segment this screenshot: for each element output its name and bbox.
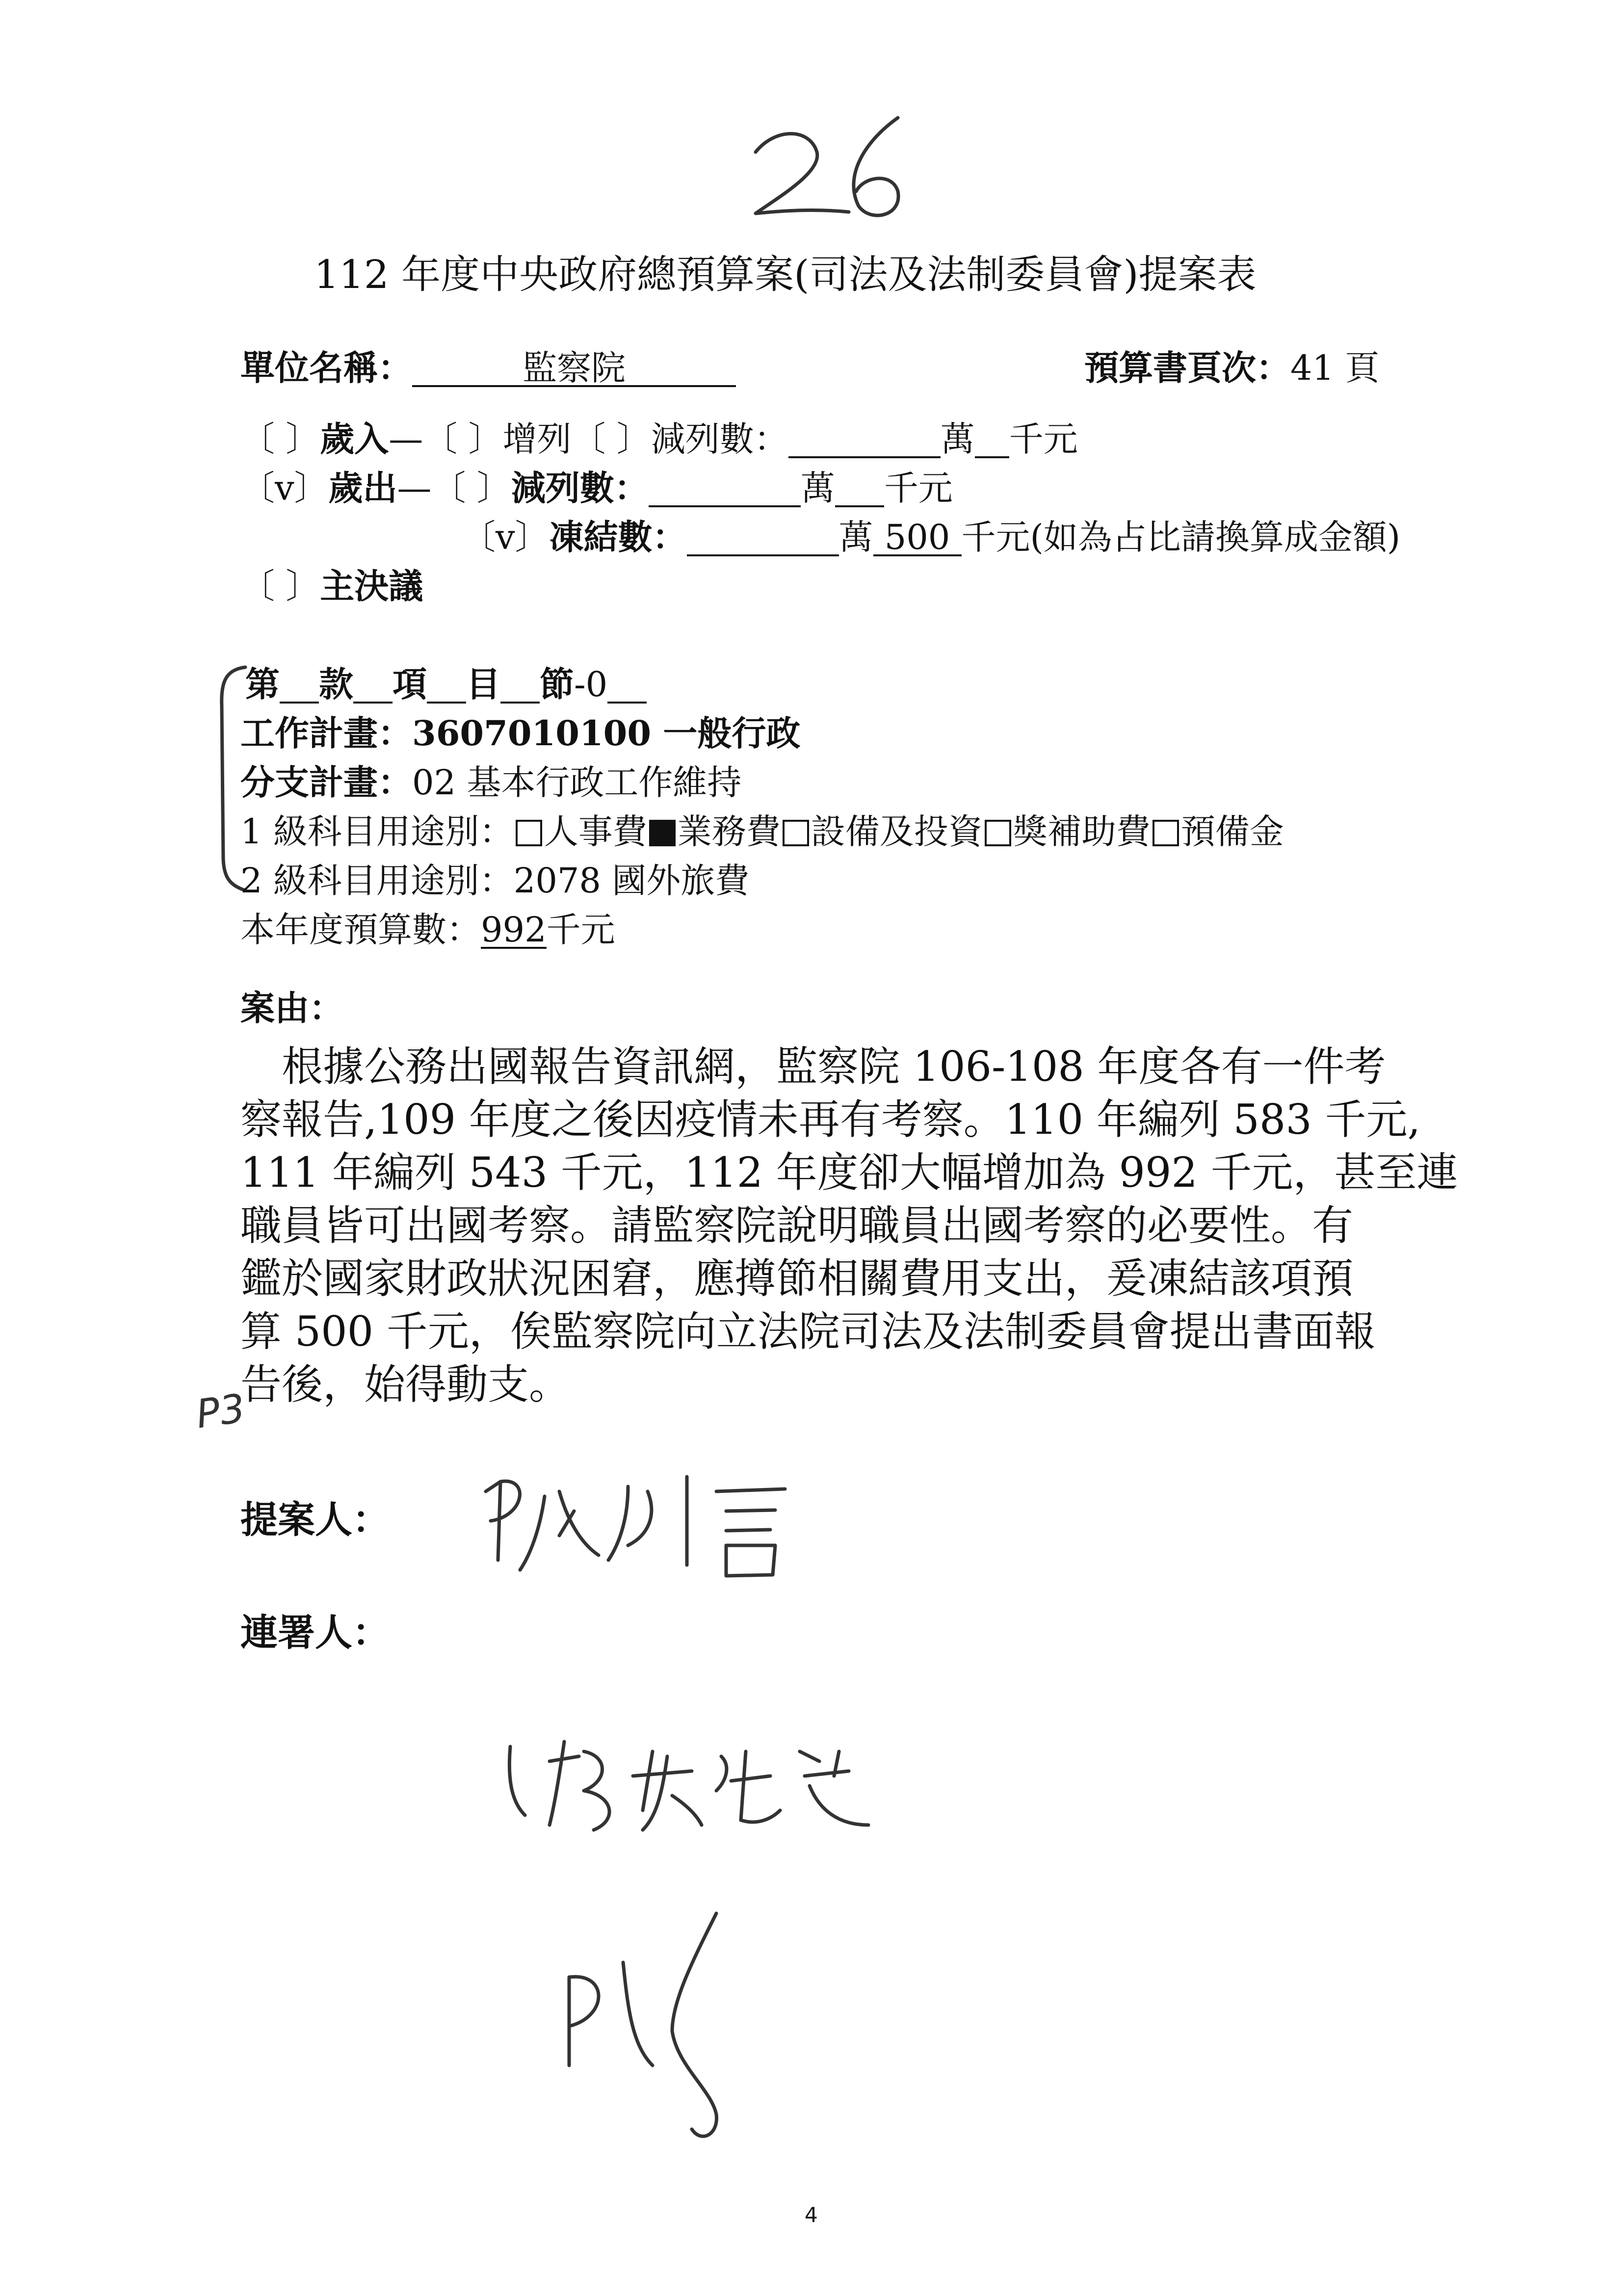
- level2-row: [240, 861, 750, 901]
- margin-note: P3: [193, 1385, 248, 1437]
- revenue-dash: —: [389, 419, 423, 459]
- revenue-increase-checkbox: 〔 〕: [423, 419, 503, 459]
- section-jie-value: -0: [574, 664, 608, 704]
- work-plan-value: 3607010100 一般行政: [412, 713, 801, 754]
- unit-label: 單位名稱：: [240, 347, 412, 388]
- section-di: 第: [245, 664, 280, 704]
- level1-label: 1 級科目用途別：: [240, 811, 514, 852]
- expenditure-label: 歲出: [328, 468, 397, 508]
- freeze-checkbox: 〔v〕: [461, 517, 550, 557]
- reason-line: 鑑於國家財政狀況困窘，應撙節相關費用支出，爰凍結該項預: [240, 1254, 1354, 1303]
- expenditure-qian-blank: [835, 471, 884, 507]
- reason-heading: 案由：: [240, 988, 343, 1028]
- reason-body: [240, 1040, 1458, 1411]
- section-di-blank: [280, 667, 319, 704]
- freeze-wan-blank: [687, 520, 839, 556]
- sub-plan-value: 02 基本行政工作維持: [412, 762, 742, 803]
- section-mu: 目: [466, 664, 500, 704]
- budget-page-value: 41 頁: [1290, 348, 1380, 388]
- revenue-label: 歲入: [320, 418, 389, 459]
- revenue-wan-label: 萬: [940, 419, 975, 459]
- main-resolution-checkbox: 〔 〕: [240, 566, 320, 606]
- level1-checkbox-1: [649, 820, 676, 846]
- level1-checkbox-4: [1153, 820, 1179, 846]
- document-title: 112 年度中央政府總預算案(司法及法制委員會)提案表: [314, 252, 1257, 297]
- section-kuan: 款: [319, 664, 353, 704]
- expenditure-decrease-checkbox: 〔 〕: [431, 468, 511, 508]
- reason-line: 告後，始得動支。: [240, 1360, 571, 1409]
- level2-label: 2 級科目用途別：: [240, 861, 514, 901]
- revenue-qian-blank: [975, 422, 1009, 458]
- budget-amount-value: 992: [481, 910, 547, 950]
- expenditure-wan-label: 萬: [800, 468, 835, 508]
- freeze-row: [461, 517, 1401, 557]
- section-xiang: 項: [393, 664, 427, 704]
- level2-value: 2078 國外旅費: [513, 861, 750, 901]
- main-resolution-row: [240, 566, 423, 606]
- expenditure-decrease-label: 減列數：: [511, 468, 649, 508]
- unit-row: [240, 347, 736, 388]
- freeze-amount: 500: [873, 520, 962, 556]
- level1-checkbox-0: [516, 820, 542, 846]
- cosigner-label: 連署人：: [240, 1611, 390, 1654]
- revenue-row: [240, 418, 1078, 459]
- revenue-checkbox: 〔 〕: [240, 419, 320, 459]
- page-number: 4: [805, 2203, 818, 2227]
- proposer-label: 提案人：: [240, 1498, 390, 1541]
- expenditure-dash: —: [397, 468, 432, 508]
- freeze-label: 凍結數：: [549, 517, 687, 557]
- budget-amount-row: [240, 910, 615, 950]
- reason-line: 111 年編列 543 千元，112 年度卻大幅增加為 992 千元，甚至連: [240, 1148, 1458, 1197]
- budget-amount-label: 本年度預算數：: [240, 910, 481, 950]
- sub-plan-label: 分支計畫：: [240, 762, 412, 803]
- expenditure-checkbox: 〔v〕: [240, 468, 329, 508]
- reason-line: 察報告,109 年度之後因疫情未再有考察。110 年編列 583 千元,: [240, 1096, 1421, 1144]
- level1-checkbox-3: [985, 820, 1011, 846]
- reason-line: 根據公務出國報告資訊網，監察院 106-108 年度各有一件考: [240, 1043, 1386, 1091]
- level1-option-label: 人事費: [544, 811, 647, 852]
- level1-row: [240, 811, 1284, 852]
- expenditure-qian-label: 千元: [884, 468, 953, 508]
- freeze-unit-note: 千元(如為占比請換算成金額): [961, 517, 1401, 557]
- main-resolution-label: 主決議: [320, 566, 423, 606]
- expenditure-row: [240, 468, 953, 508]
- cosigner-signature-2: [550, 1904, 770, 2159]
- revenue-decrease-label: 減列數：: [651, 419, 788, 459]
- section-jie: 節: [540, 664, 574, 704]
- reason-line: 職員皆可出國考察。請監察院說明職員出國考察的必要性。有: [240, 1201, 1354, 1250]
- work-plan-label: 工作計畫：: [240, 713, 412, 754]
- work-plan-row: [240, 713, 801, 754]
- budget-amount-unit: 千元: [546, 910, 615, 950]
- revenue-qian-label: 千元: [1009, 419, 1078, 459]
- freeze-wan-label: 萬: [838, 517, 873, 557]
- handwritten-number-26: [736, 98, 922, 226]
- budget-page-row: [1084, 347, 1380, 388]
- revenue-decrease-checkbox: 〔 〕: [571, 419, 651, 459]
- revenue-increase-label: 增列: [502, 419, 572, 459]
- level1-option-label: 業務費: [677, 811, 781, 852]
- cosigner-signature-1: [496, 1722, 888, 1840]
- section-kuan-blank: [353, 667, 393, 704]
- revenue-wan-blank: [788, 422, 941, 458]
- section-row: [245, 664, 647, 704]
- reason-line: 算 500 千元，俟監察院向立法院司法及法制委員會提出書面報: [240, 1307, 1376, 1356]
- section-jie-blank: [607, 667, 647, 704]
- level1-option-label: 設備及投資: [811, 811, 983, 852]
- level1-option-label: 預備金: [1180, 811, 1284, 852]
- proposer-signature: [471, 1462, 805, 1580]
- level1-option-label: 獎補助費: [1013, 811, 1151, 852]
- level1-checkbox-2: [783, 820, 809, 846]
- budget-page-label: 預算書頁次：: [1084, 347, 1290, 388]
- sub-plan-row: [240, 762, 742, 803]
- section-xiang-blank: [427, 667, 466, 704]
- unit-value: 監察院: [412, 351, 736, 387]
- section-mu-blank: [500, 667, 540, 704]
- level1-options: [514, 811, 1284, 852]
- expenditure-wan-blank: [649, 471, 801, 507]
